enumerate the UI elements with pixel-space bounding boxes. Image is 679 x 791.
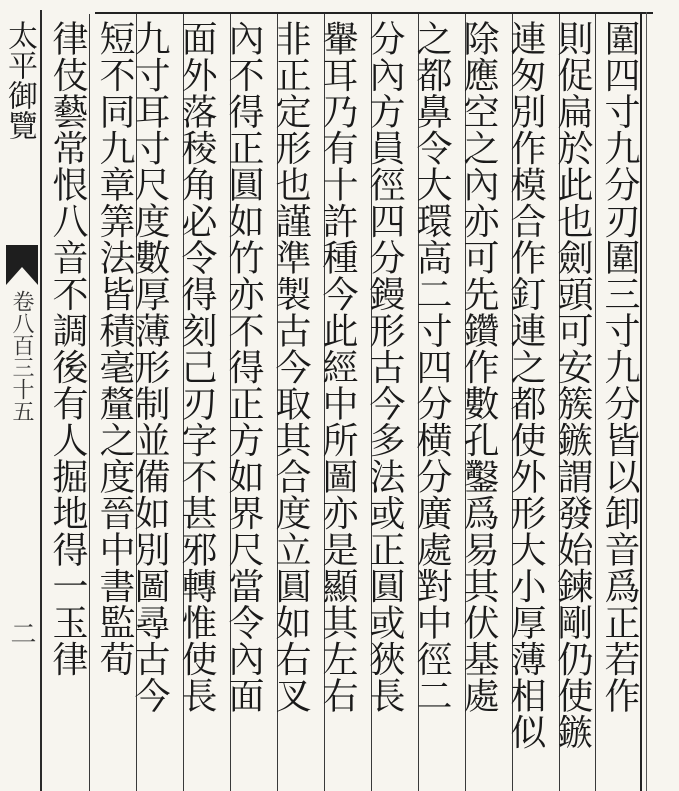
margin-divider <box>40 10 42 791</box>
text-column-13: 律伎藝常恨八音不調後有人掘地得一玉律 <box>47 20 88 677</box>
text-column-6: 分內方員徑四分鏝形古今多法或正圓或狹長 <box>364 20 405 714</box>
text-column-8: 非正定形也謹準製古今取其合度立圓如右叉 <box>270 20 311 714</box>
text-column-4: 除應空之內亦可先鑽作數孔鑿爲易其伏基處 <box>458 20 499 714</box>
page-border-right-inner <box>646 12 647 791</box>
text-column-2: 則促扁於此也劍頭可安簇鏃謂發始鍊剛仍使鏃 <box>552 20 593 750</box>
text-column-12: 短不同九章筭法皆積毫釐之度晉中書監荀 <box>94 20 135 677</box>
text-column-7: 轝耳乃有十許種今此經中所圖亦是顯其左右 <box>317 20 358 714</box>
text-column-10: 面外落稜角必令得刻己刃字不甚邪轉惟使長 <box>176 20 217 714</box>
text-column-1: 圍四寸九分刃圍三寸九分皆以卸音爲正若作 <box>599 20 640 714</box>
text-column-5: 之都鼻令大環高二寸四分横分廣處對中徑二 <box>411 20 452 714</box>
fish-tail-mark-icon <box>6 245 38 285</box>
text-column-11: 九寸耳寸尺度數厚薄形制並備如別圖尋古今 <box>129 20 170 714</box>
margin-book-title: 太平御覽 <box>2 20 37 140</box>
column-rule <box>89 14 90 791</box>
text-column-3: 連匆別作模合作釘連之都使外形大小厚薄相似 <box>505 20 546 750</box>
column-rule <box>595 14 596 791</box>
page-border-top <box>95 12 653 14</box>
margin-page-number: 二 <box>6 620 36 646</box>
text-column-9: 內不得正圓如竹亦不得正方如界尺當令內面 <box>223 20 264 714</box>
margin-volume-label: 卷八百三十五 <box>9 290 34 422</box>
